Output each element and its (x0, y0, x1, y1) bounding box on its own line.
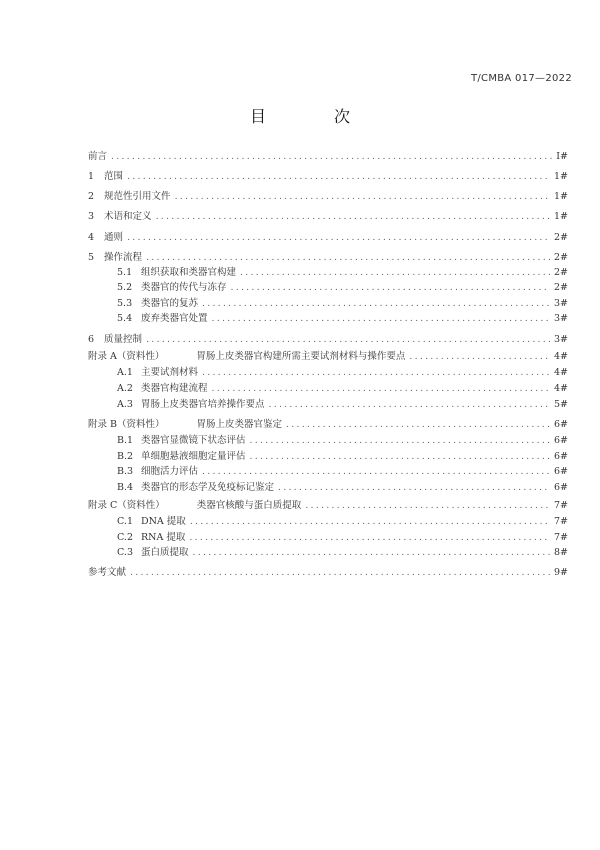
toc-page-number: 6# (553, 451, 568, 462)
toc-page-number: 2# (553, 282, 568, 293)
toc-entry[interactable] (88, 251, 568, 265)
toc-entry[interactable] (117, 382, 568, 396)
dot-leader (286, 418, 550, 432)
toc-page-number: 3# (553, 313, 568, 324)
toc-entry-number: 5 (88, 252, 95, 263)
dot-leader (127, 170, 550, 184)
toc-entry-number: 3 (88, 211, 95, 222)
toc-entry-label: 胃肠上皮类器官鉴定 (196, 419, 283, 430)
toc-page-number: 2# (553, 267, 568, 278)
dot-leader (190, 515, 550, 529)
toc-entry-label: 通则 (104, 232, 124, 243)
dot-leader (175, 190, 550, 204)
toc-entry-label: 类器官构建流程 (141, 383, 208, 394)
toc-entry-number: C.3 (117, 547, 133, 558)
dot-leader (240, 266, 550, 280)
toc-entry-number: A.1 (117, 367, 133, 378)
toc-entry[interactable] (88, 150, 568, 164)
toc-page-number: 6# (553, 435, 568, 446)
toc-entry-label: 主要试剂材料 (141, 367, 199, 378)
toc-entry[interactable] (88, 418, 568, 432)
toc-page-number: 2# (553, 232, 568, 243)
toc-page-number: 7# (553, 516, 568, 527)
toc-entry[interactable] (117, 297, 568, 311)
toc-entry-number: B.3 (117, 466, 134, 477)
page-title: 目 次 (249, 107, 376, 126)
toc-page-number: 6# (553, 419, 568, 430)
toc-page-number: 2# (553, 252, 568, 263)
dot-leader (202, 465, 550, 479)
toc-entry-number: 4 (88, 232, 95, 243)
toc-entry-number: 附录 B（资料性） (88, 419, 165, 430)
dot-leader (146, 333, 550, 347)
document-code: T/CMBA 017—2022 (470, 73, 572, 84)
toc-page-number: 7# (553, 500, 568, 511)
dot-leader (212, 382, 550, 396)
toc-entry-number: C.2 (117, 532, 133, 543)
toc-page-number: 1# (553, 191, 568, 202)
toc-entry-label: 类器官核酸与蛋白质提取 (196, 500, 302, 511)
toc-entry-label: DNA 提取 (141, 516, 186, 527)
toc-entry-number: B.1 (117, 435, 134, 446)
toc-page-number: 6# (553, 466, 568, 477)
toc-entry-number: B.2 (117, 451, 134, 462)
toc-entry[interactable] (117, 281, 568, 295)
toc-entry[interactable] (117, 450, 568, 464)
toc-entry-label: 胃肠上皮类器官构建所需主要试剂材料与操作要点 (196, 351, 406, 362)
toc-entry-label: 前言 (88, 151, 108, 162)
toc-entry[interactable] (117, 481, 568, 495)
toc-entry[interactable] (117, 434, 568, 448)
toc-page-number: 1# (553, 211, 568, 222)
toc-entry-number: A.2 (117, 383, 133, 394)
toc-page-number: 3# (553, 334, 568, 345)
toc-entry-label: 组织获取和类器官构建 (141, 267, 237, 278)
toc-entry-label: 操作流程 (104, 252, 143, 263)
dot-leader (146, 251, 550, 265)
dot-leader (269, 398, 550, 412)
toc-entry[interactable] (117, 398, 568, 412)
dot-leader (250, 434, 550, 448)
toc-entry[interactable] (117, 465, 568, 479)
dot-leader (278, 481, 550, 495)
toc-page-number: 7# (553, 532, 568, 543)
toc-page-number: 4# (553, 367, 568, 378)
toc-page-number: 1# (553, 171, 568, 182)
toc-page-number: I# (556, 151, 568, 162)
dot-leader (130, 566, 550, 580)
toc-entry-label: 规范性引用文件 (104, 191, 171, 202)
toc-entry-number: 5.2 (117, 282, 133, 293)
dot-leader (111, 150, 552, 164)
toc-entry[interactable] (88, 350, 568, 364)
toc-page-number: 4# (553, 383, 568, 394)
toc-entry-number: 1 (88, 171, 95, 182)
toc-entry[interactable] (117, 266, 568, 280)
toc-entry-label: 类器官的复苏 (141, 298, 199, 309)
toc-entry[interactable] (88, 499, 568, 513)
toc-entry-number: 5.3 (117, 298, 133, 309)
toc-entry-label: 参考文献 (88, 567, 127, 578)
toc-entry[interactable] (117, 515, 568, 529)
toc-page-number: 5# (553, 399, 568, 410)
toc-entry[interactable] (117, 531, 568, 545)
toc-entry-number: B.4 (117, 482, 134, 493)
toc-entry[interactable] (117, 366, 568, 380)
toc-entry-number: 5.1 (117, 267, 133, 278)
toc-entry[interactable] (88, 566, 568, 580)
toc-entry-label: 废弃类器官处置 (141, 313, 208, 324)
toc-page-number: 9# (553, 567, 568, 578)
toc-entry[interactable] (117, 312, 568, 326)
toc-page-number: 4# (553, 351, 568, 362)
toc-entry-label: 类器官的传代与冻存 (141, 282, 227, 293)
toc-entry[interactable] (88, 170, 568, 184)
dot-leader (193, 546, 550, 560)
dot-leader (189, 531, 550, 545)
toc-entry-number: 附录 A（资料性） (88, 351, 165, 362)
toc-entry-label: 质量控制 (104, 334, 143, 345)
toc-entry-number: A.3 (117, 399, 133, 410)
toc-entry-label: 蛋白质提取 (141, 547, 189, 558)
toc-entry[interactable] (88, 231, 568, 245)
toc-entry-number: 5.4 (117, 313, 133, 324)
toc-entry-label: 范围 (104, 171, 124, 182)
toc-entry-number: 6 (88, 334, 95, 345)
toc-entry[interactable] (88, 333, 568, 347)
toc-page-number: 3# (553, 298, 568, 309)
dot-leader (127, 231, 550, 245)
toc-entry-number: 2 (88, 191, 95, 202)
toc-entry[interactable] (88, 210, 568, 224)
toc-page-number: 8# (553, 547, 568, 558)
dot-leader (231, 281, 550, 295)
toc-entry[interactable] (117, 546, 568, 560)
toc-entry-label: 细胞活力评估 (141, 466, 199, 477)
toc-entry-label: 单细胞悬液细胞定量评估 (141, 451, 246, 462)
toc-entry-label: 术语和定义 (104, 211, 152, 222)
dot-leader (250, 450, 550, 464)
toc-entry-label: RNA 提取 (141, 532, 186, 543)
dot-leader (409, 350, 550, 364)
dot-leader (305, 499, 550, 513)
dot-leader (212, 312, 550, 326)
toc-entry[interactable] (88, 190, 568, 204)
toc-entry-label: 胃肠上皮类器官培养操作要点 (141, 399, 265, 410)
dot-leader (202, 366, 550, 380)
dot-leader (156, 210, 550, 224)
toc-page-number: 6# (553, 482, 568, 493)
toc-entry-number: 附录 C（资料性） (88, 500, 165, 511)
dot-leader (202, 297, 550, 311)
toc-entry-label: 类器官显微镜下状态评估 (141, 435, 246, 446)
toc-entry-number: C.1 (117, 516, 133, 527)
toc-entry-label: 类器官的形态学及免疫标记鉴定 (141, 482, 275, 493)
